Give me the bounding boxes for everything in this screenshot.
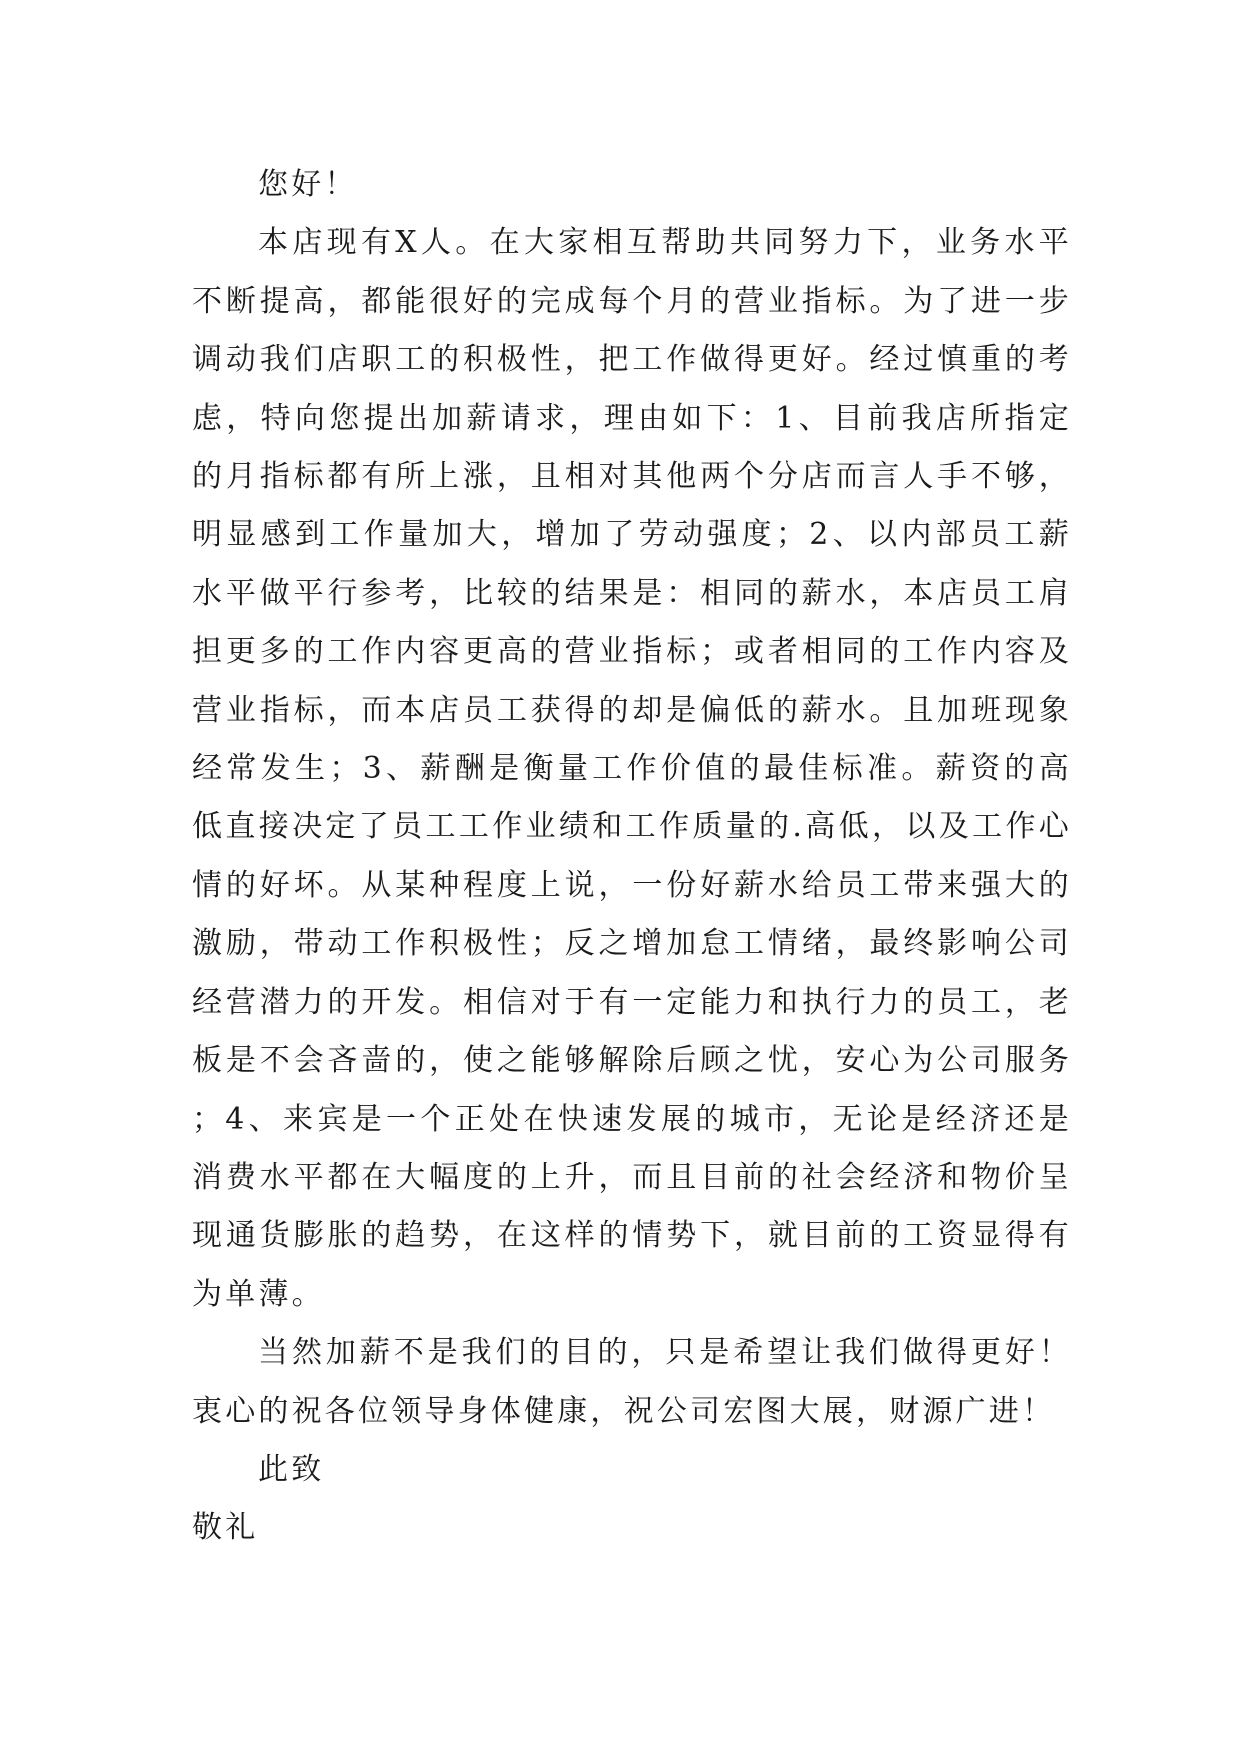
salutation: 敬礼: [192, 1510, 259, 1546]
closing-phrase: 此致: [258, 1451, 325, 1487]
closing-paragraph: 当然加薪不是我们的目的，只是希望让我们做得更好！衷心的祝各位领导身体健康，祝公司宏图大展，财源广进！: [192, 1335, 1072, 1429]
body-paragraph: 本店现有X人。在大家相互帮助共同努力下，业务水平不断提高，都能很好的完成每个月的营业指标。为了进一步调动我们店职工的积极性，把工作做得更好。经过慎重的考虑，特向您提出加薪请求，理由如下：1、目前我店所指定的月指标都有所上涨，且相对其他两个分店而言人手不够，明显感到工作量加大，增加了劳动强度；2、以内部员工薪水平做平行参考，比较的结果是：相同的薪水，本店员工肩担更多的工作内容更高的营业指标；或者相同的工作内容及营业指标，而本店员工获得的却是偏低的薪水。且加班现象经常发生；3、薪酬是衡量工作价值的最佳标准。薪资的高低直接决定了员工工作业绩和工作质量的.高低，以及工作心情的好坏。从某种程度上说，一份好薪水给员工带来强大的激励，带动工作积极性；反之增加怠工情绪，最终影响公司经营潜力的开发。相信对于有一定能力和执行力的员工，老板是不会吝啬的，使之能够解除后顾之忧，安心为公司服务；4、来宾是一个正处在快速发展的城市，无论是经济还是消费水平都在大幅度的上升，而且目前的社会经济和物价呈现通货膨胀的趋势，在这样的情势下，就目前的工资显得有为单薄。: [192, 225, 1072, 1312]
greeting: 您好！: [258, 167, 358, 202]
letter-body: [192, 156, 1072, 1558]
